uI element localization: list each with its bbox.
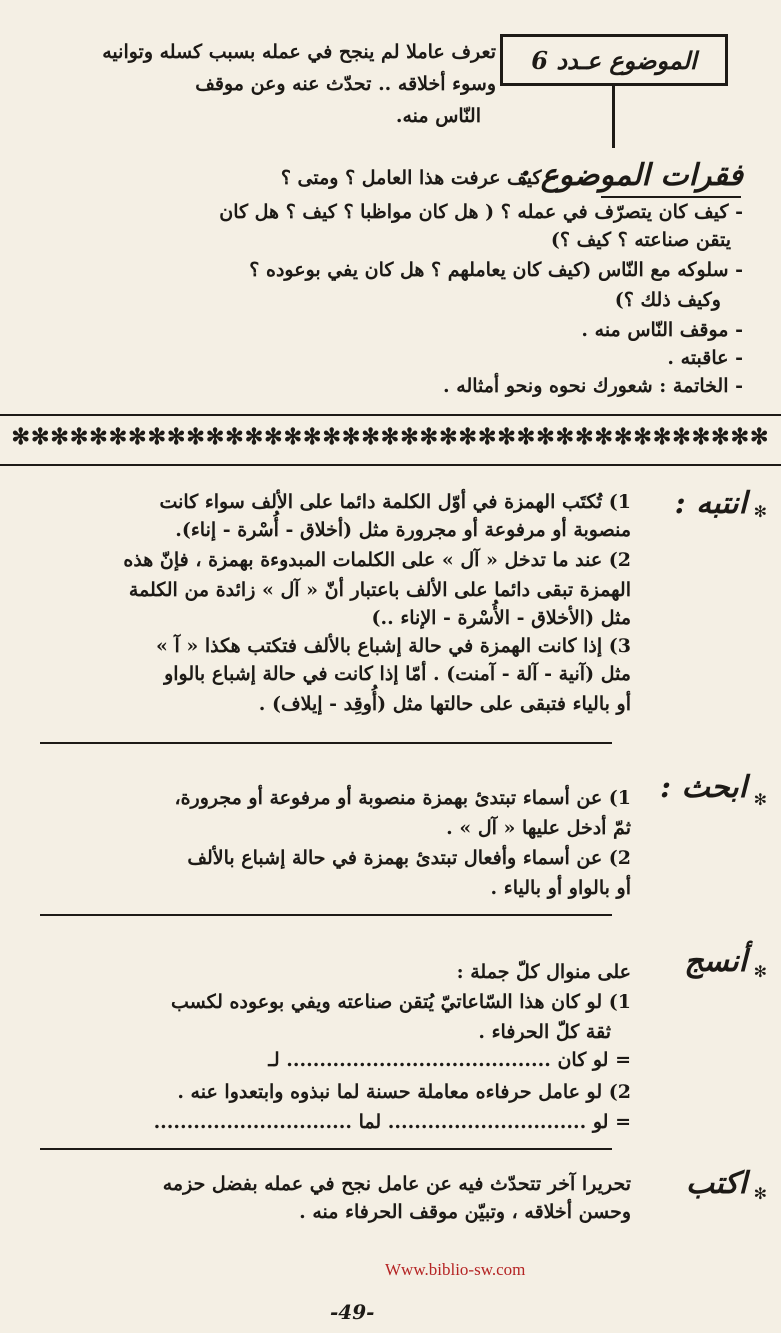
section-rule [40,742,612,744]
search-line: ثمّ أدخل عليها « آل » . [446,817,631,839]
copy-line: 1) لو كان هذا السّاعاتيّ يُتقن صناعته ويفي بوعوده لكسب [171,991,631,1013]
copy-line: على منوال كلّ جملة : [456,961,631,983]
topic-number-box [500,34,728,86]
note-heading: انتبه : [674,486,747,521]
search-line: 2) عن أسماء وأفعال تبتدئ بهمزة في حالة إشباع بالألف [187,847,631,869]
write-line: تحريرا آخر تتحدّث فيه عن عامل نجح في عمله بفضل حزمه [162,1173,631,1195]
note-line: 3) إذا كانت الهمزة في حالة إشباع بالألف فتكتب هكذا « آ » [156,635,631,657]
note-line: منصوبة أو مرفوعة أو مجرورة مثل (أخلاق - أُسْرة - إناء). [175,519,631,541]
note-line: 2) عند ما تدخل « آل » على الكلمات المبدوءة بهمزة ، فإنّ هذه [123,549,631,571]
note-line: مثل (الأخلاق - الأُسْرة - الإناء ..) [371,607,631,629]
paragraph-line: - موقف النّاس منه . [581,319,743,341]
topic-box-connector [612,86,615,148]
topic-line: النّاس منه. [395,105,481,127]
topic-line: تعرف عاملا لم ينجح في عمله بسبب كسله وتوانيه [102,41,496,63]
search-bullet: ✻ [753,790,767,809]
paragraphs-heading: فقرات الموضوع : [519,158,743,193]
search-heading: ابحث : [659,770,747,805]
paragraph-line: يتقن صناعته ؟ كيف ؟) [550,229,731,251]
paragraph-line: - كيف عرفت هذا العامل ؟ ومتى ؟ [280,167,556,189]
heading-underline [601,196,741,198]
website-watermark: Www.biblio-sw.com [385,1260,526,1279]
section-rule [40,1148,612,1150]
copy-line: = لو .............................. لما .............................. [153,1111,631,1133]
copy-bullet: ✻ [753,962,767,981]
paragraph-line: - عاقبته . [667,347,743,369]
search-line: أو بالواو أو بالياء . [490,877,631,899]
copy-line: 2) لو عامل حرفاءه معاملة حسنة لما نبذوه وابتعدوا عنه . [177,1081,631,1103]
note-line: أو بالياء فتبقى على حالتها مثل (أُوقِد - إيلاف) . [258,693,631,715]
copy-heading: أنسج [684,944,747,979]
note-line: الهمزة تبقى دائما على الألف باعتبار أنّ « آل » زائدة من الكلمة [128,579,631,601]
separator-line [0,414,781,416]
note-bullet: ✻ [753,502,767,521]
stars-divider: ✻✻✻✻✻✻✻✻✻✻✻✻✻✻✻✻✻✻✻✻✻✻✻✻✻✻✻✻✻✻✻✻✻✻✻✻✻✻✻ [11,424,770,450]
write-line: وحسن أخلاقه ، وتبيّن موقف الحرفاء منه . [299,1201,631,1223]
topic-line: وسوء أخلاقه .. تحدّث عنه وعن موقف [195,73,496,95]
write-bullet: ✻ [753,1184,767,1203]
topic-box-label: الموضوع عـدد 6 [531,45,697,75]
search-line: 1) عن أسماء تبتدئ بهمزة منصوبة أو مرفوعة أو مجرورة، [174,787,631,809]
page-number: -49- [330,1300,375,1324]
note-line: 1) تُكتَب الهمزة في أوّل الكلمة دائما على الألف سواء كانت [159,491,631,513]
separator-line [0,464,781,466]
copy-line: = لو كان ........................................ لـ [268,1049,631,1071]
note-line: مثل (آنية - آلة - آمنت) . أمّا إذا كانت في حالة إشباع بالواو [164,663,631,685]
paragraph-line: - سلوكه مع النّاس (كيف كان يعاملهم ؟ هل كان يفي بوعوده ؟ [249,259,743,281]
copy-line: ثقة كلّ الحرفاء . [478,1021,611,1043]
paragraph-line: وكيف ذلك ؟) [614,289,721,311]
section-rule [40,914,612,916]
paragraph-line: - الخاتمة : شعورك نحوه ونحو أمثاله . [443,375,743,397]
write-heading: اكتب [685,1166,747,1201]
paragraph-line: - كيف كان يتصرّف في عمله ؟ ( هل كان مواظبا ؟ كيف ؟ هل كان [219,201,743,223]
